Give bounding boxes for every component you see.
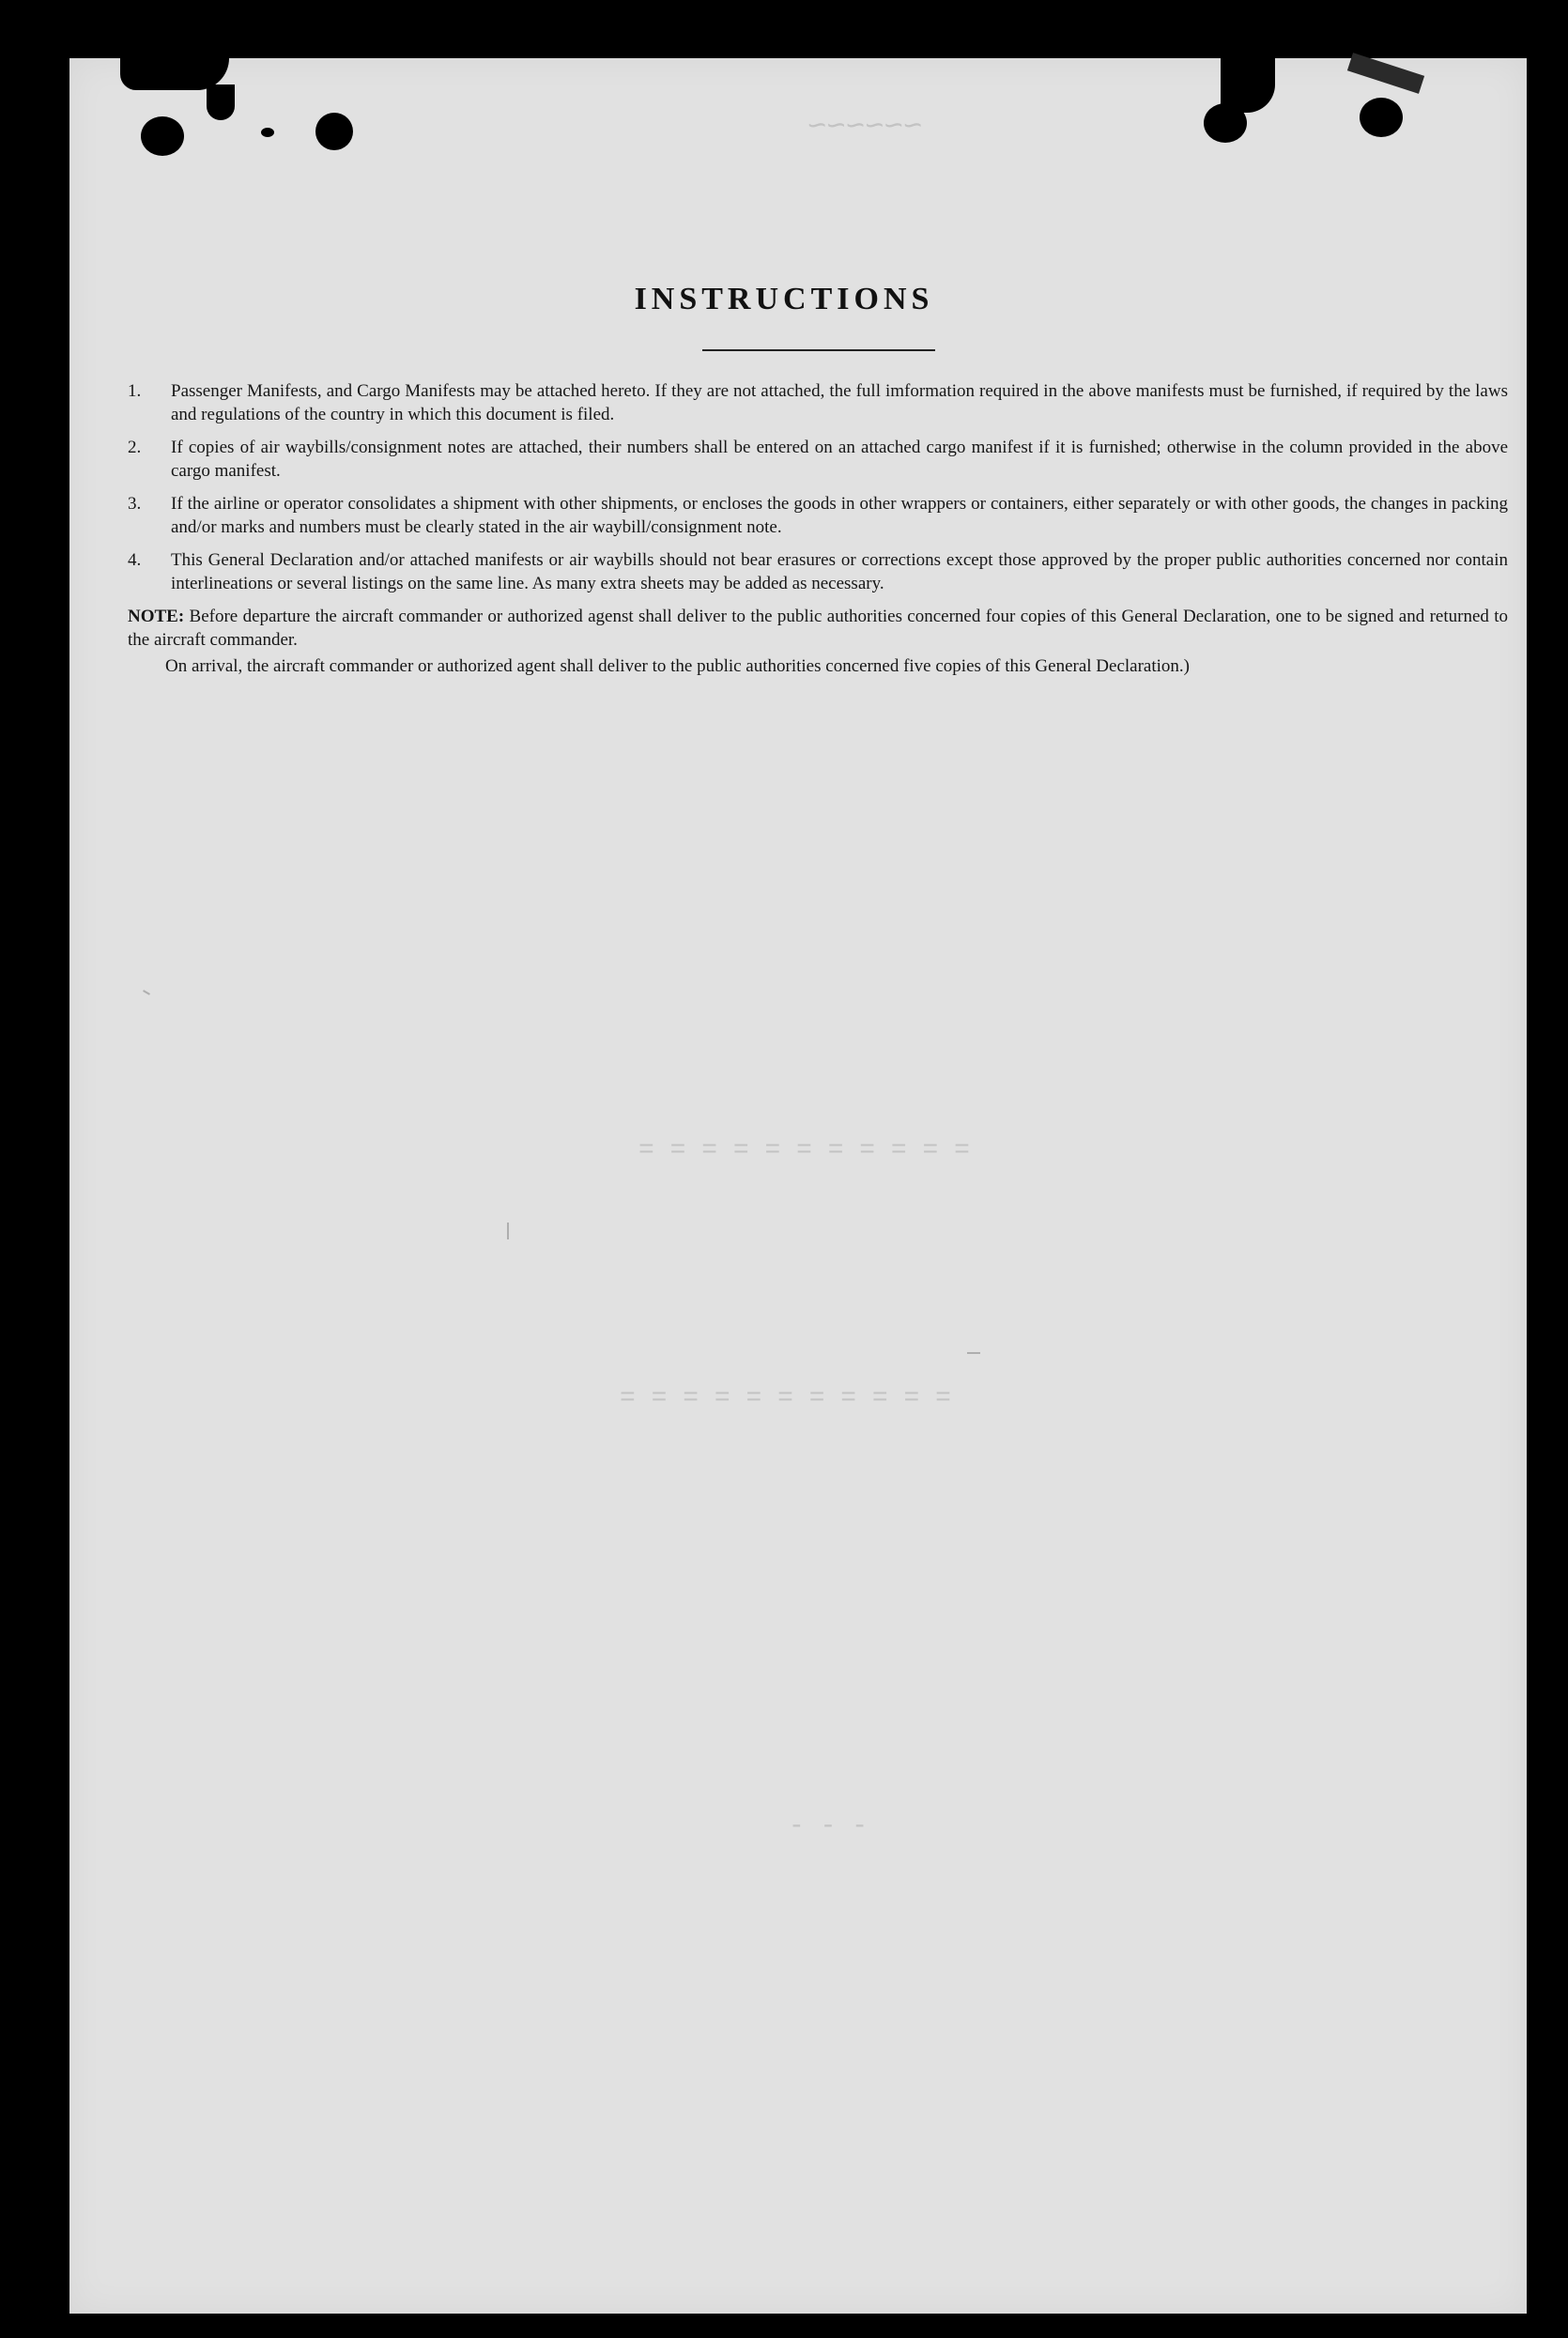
instructions-heading: INSTRUCTIONS — [634, 282, 934, 316]
bleed-through-mark: = = = = = = = = = = = — [620, 1384, 951, 1413]
bleed-through-mark: ~~~~~~ — [807, 111, 923, 146]
torn-edge-left — [207, 85, 235, 120]
instructions-body — [128, 379, 1508, 678]
instruction-item-1 — [128, 379, 1508, 426]
note-paragraph-1 — [128, 605, 1508, 652]
note-text-2: On arrival, the aircraft commander or authorized agent shall deliver to the public authorities concerned five copies of this General Declaration.) — [165, 656, 1190, 676]
instruction-item-2 — [128, 436, 1508, 483]
item-number: 4. — [128, 550, 142, 570]
note-text-1: Before departure the aircraft commander or authorized agenst shall deliver to the public authorities concerned four copies of this General Declaration, one to be signed and returned to the aircraft commander. — [128, 607, 1508, 650]
instruction-item-4 — [128, 548, 1508, 595]
scan-speck — [967, 1352, 980, 1354]
ink-blot — [261, 128, 274, 137]
item-text: This General Declaration and/or attached manifests or air waybills should not bear erasures or corrections except those approved by the proper public authorities concerned nor contain interlineations or several listings on the same line. As many extra sheets may be added as necessary. — [171, 550, 1508, 593]
punch-hole-left-2 — [315, 113, 353, 150]
item-text: If copies of air waybills/consignment notes are attached, their numbers shall be entered on an attached cargo manifest if it is furnished; otherwise in the column provided in the above cargo manifest. — [171, 438, 1508, 481]
note-label: NOTE: — [128, 607, 185, 626]
item-number: 1. — [128, 381, 142, 401]
item-number: 3. — [128, 494, 142, 514]
item-number: 2. — [128, 438, 142, 457]
item-text: If the airline or operator consolidates a shipment with other shipments, or encloses the goods in other wrappers or containers, either separately or with other goods, the changes in packing and/or marks and numbers must be clearly stated in the air waybill/consignment note. — [171, 494, 1508, 537]
punch-hole-right-2 — [1360, 98, 1403, 137]
bleed-through-mark: = = = = = = = = = = = — [638, 1136, 970, 1165]
note-block — [128, 605, 1508, 678]
bleed-through-mark: - - - — [789, 1812, 869, 1841]
punch-hole-left-1 — [141, 116, 184, 156]
scan-speck — [507, 1223, 509, 1239]
item-text: Passenger Manifests, and Cargo Manifests may be attached hereto. If they are not attached, the full imformation required in the above manifests must be furnished, if required by the laws and regulations of the country in which this document is filed. — [171, 381, 1508, 424]
instruction-item-3 — [128, 492, 1508, 539]
heading-underline — [702, 349, 935, 351]
